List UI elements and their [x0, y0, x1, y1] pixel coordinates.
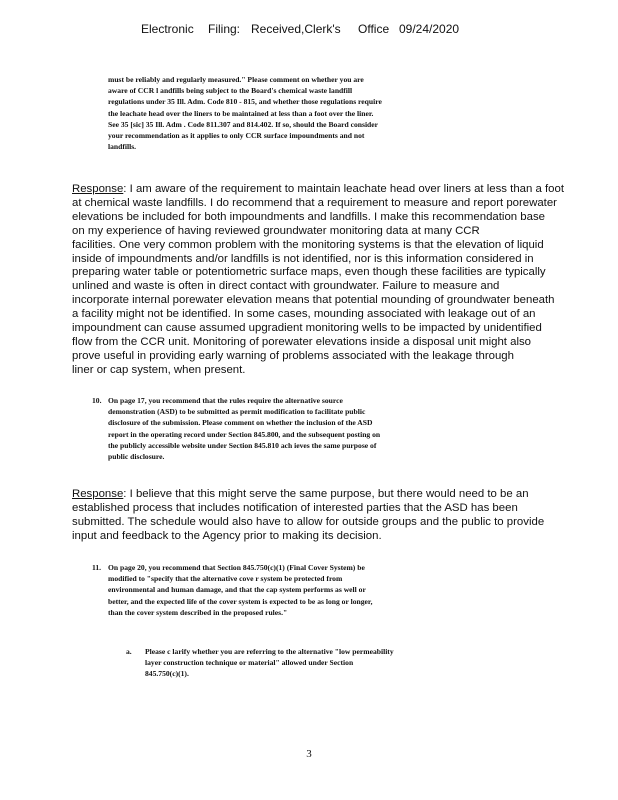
question-line: See 35 [sic] 35 Ill. Adm . Code 811.307 and 814.402. If so, should the Board consider: [108, 119, 379, 129]
header-office: Office: [358, 22, 390, 36]
response-line: prove useful in providing early warning of problems associated with the leakage through: [72, 349, 514, 362]
response-2: [72, 488, 584, 544]
header-electronic: Electronic: [141, 22, 194, 36]
question-continuation: [108, 74, 382, 152]
question-line: the leachate head over the liners to be maintained at less than a foot over the liner.: [108, 108, 374, 118]
question-line: must be reliably and regularly measured." Please comment on whether you are: [108, 75, 364, 84]
response-line: liner or cap system, when present.: [72, 363, 246, 376]
response-line: flow from the CCR unit. Monitoring of porewater elevations inside a disposal unit might also: [72, 335, 532, 348]
header-date: 09/24/2020: [399, 22, 460, 36]
question-line: layer construction technique or material" allowed under Section: [145, 658, 354, 668]
question-line: regulations under 35 Ill. Adm. Code 810 - 815, and whether those regulations require: [108, 97, 382, 107]
response-1: [72, 183, 584, 378]
response-line: unlined and waste is often in direct contact with groundwater. Failure to measure and: [72, 280, 500, 293]
response-line: at chemical waste landfills. I do recommend that a requirement to measure and report porewater: [72, 196, 557, 209]
response-line: : I am aware of the requirement to maintain leachate head over liners at less than a foot: [123, 183, 564, 195]
question-11a: [145, 646, 394, 680]
question-line: better, and the expected life of the cover system is expected to be as long or longer,: [108, 596, 373, 606]
response-line: a facility might not be identified. In some cases, mounding associated with leakage out of an: [72, 308, 536, 321]
question-line: environmental and human damage, and that the cap system performs as well or: [108, 585, 366, 595]
question-line: aware of CCR l andfills being subject to the Board's chemical waste landfill: [108, 86, 353, 96]
response-line: elevations be included for both impoundments and landfills. I make this recommendation base: [72, 210, 545, 223]
question-10-number: 10.: [92, 396, 102, 405]
response-line: incorporate internal porewater elevation means that potential mounding of groundwater beneath: [72, 294, 555, 307]
response-line: facilities. One very common problem with the monitoring systems is that the elevation of liquid: [72, 238, 544, 251]
question-line: report in the operating record under Section 845.800, and the subsequent posting on: [108, 429, 381, 439]
question-line: disclosure of the submission. Please comment on whether the inclusion of the ASD: [108, 418, 373, 428]
response-line: submitted. The schedule would also have to allow for outside groups and the public to provide: [72, 515, 545, 528]
question-line: than the cover system described in the proposed rules.": [108, 607, 288, 617]
response-line: impoundment can cause assumed upgradient monitoring wells to be impacted by unidentified: [72, 322, 542, 335]
header-filing: Filing:: [208, 22, 241, 36]
question-line: modified to "specify that the alternative cove r system be protected from: [108, 574, 343, 584]
question-line: 845.750(c)(1).: [145, 669, 189, 679]
response-line: : I believe that this might serve the same purpose, but there would need to be an: [123, 488, 529, 500]
question-11a-label: a.: [126, 647, 132, 656]
page-number: 3: [306, 748, 312, 760]
question-11-number: 11.: [92, 563, 102, 572]
question-10: [108, 395, 380, 462]
response-label: Response: [72, 183, 124, 195]
question-line: your recommendation as it applies to only CCR surface impoundments and not: [108, 131, 365, 141]
question-line: Please c larify whether you are referring to the alternative "low permeability: [145, 647, 394, 656]
header-received: Received,Clerk's: [251, 22, 341, 36]
response-label: Response: [72, 488, 124, 500]
response-line: established process that includes notification of interested parties that the ASD has been: [72, 501, 518, 514]
response-line: preparing water table or potentiometric surface maps, even though these facilities are typically: [72, 266, 546, 279]
question-line: the publicly accessible website under Section 845.810 ach ieves the same purpose of: [108, 440, 377, 450]
response-line: on my experience of having reviewed groundwater monitoring data at many CCR: [72, 224, 480, 237]
response-line: inside of impoundments and/or landfills is not identified, nor is this information considered in: [72, 252, 534, 265]
question-11: [108, 562, 372, 618]
response-line: input and feedback to the Agency prior to making its decision.: [72, 529, 382, 542]
question-line: landfills.: [108, 142, 137, 152]
question-line: public disclosure.: [108, 452, 165, 462]
question-line: On page 20, you recommend that Section 845.750(c)(1) (Final Cover System) be: [108, 563, 365, 572]
question-line: demonstration (ASD) to be submitted as permit modification to facilitate public: [108, 407, 366, 417]
question-line: On page 17, you recommend that the rules require the alternative source: [108, 396, 343, 405]
